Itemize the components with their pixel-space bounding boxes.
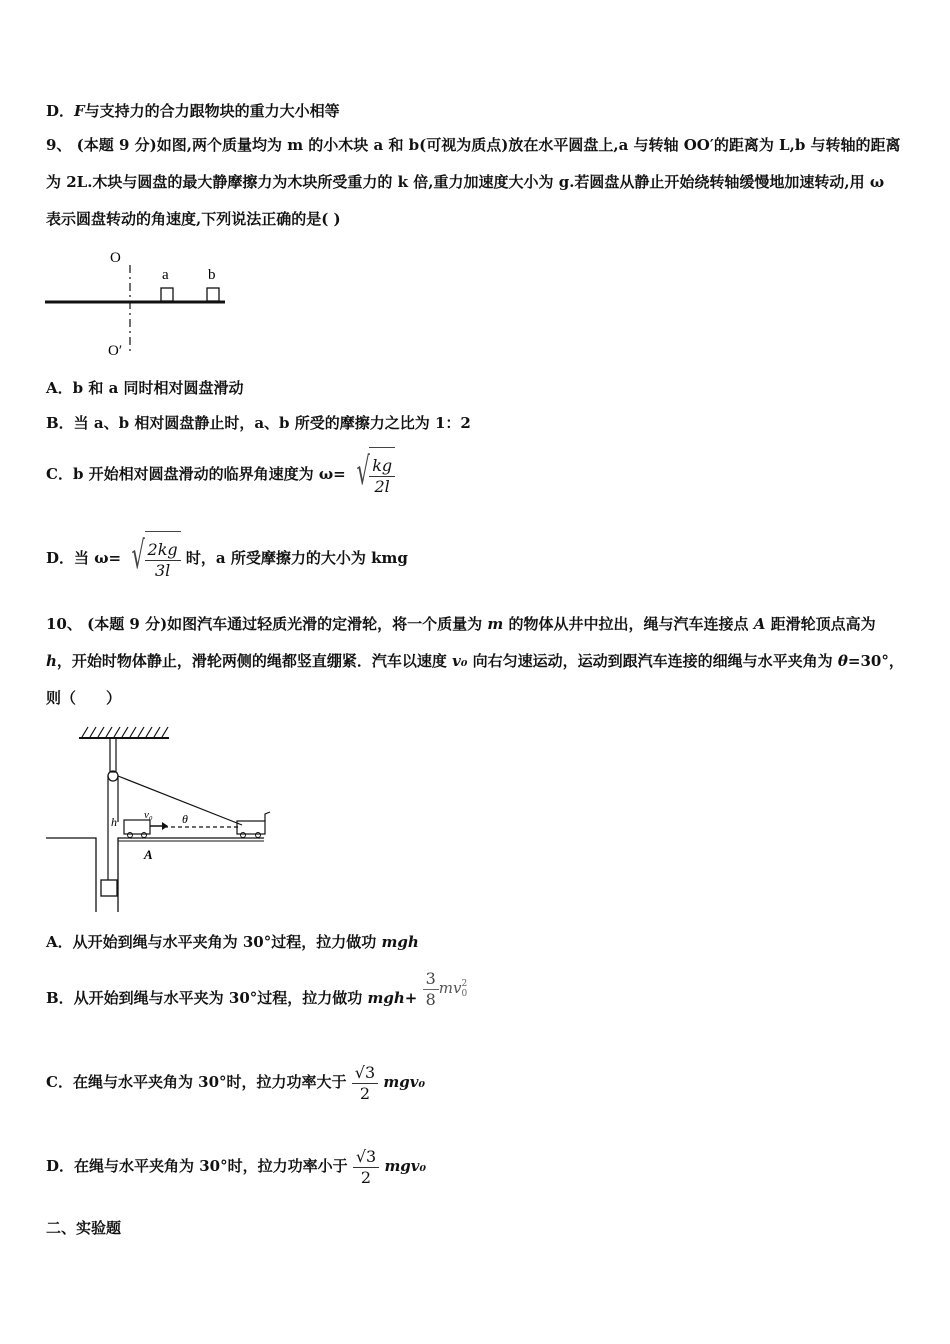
pulley-support [110, 738, 116, 772]
q10-option-a: A．从开始到绳与水平夹角为 30°过程，拉力做功 mgh [46, 933, 419, 951]
section-2-title: 二、实验题 [46, 1219, 122, 1237]
q10-option-b: B．从开始到绳与水平夹为 30°过程，拉力做功 mgh+ $\frac{3}{8}$ mv 2 0 [46, 968, 468, 1009]
q9-option-c: C．b 开始相对圆盘滑动的临界角速度为 ω= √ $\frac{kg}{2l}$ [46, 446, 395, 504]
q9-stem: 9、 (本题 9 分)如图,两个质量均为 m 的小木块 a 和 b(可视为质点)放在水平圆盘上,a 与转轴 OO′的距离为 L,b 与转轴的距离为 2L.木块与圆盘的最大静摩擦力为木块所受重力的 k 倍,重力加速度大小为 g.若圆盘从静止开始绕转轴缓慢地加速转动,用 ω 表示圆盘转动的角速度,下列说法正确的是( ) [46, 136, 901, 228]
q9-option-d: D．当 ω= √ $\frac{2kg}{3l}$ 时，a 所受摩擦力的大小为 kmg [46, 530, 408, 588]
mass-block [101, 880, 117, 896]
q9-option-a: A．b 和 a 同时相对圆盘滑动 [46, 379, 244, 397]
block-a [161, 288, 173, 301]
label-a: a [162, 267, 169, 283]
q10-option-c: C．在绳与水平夹角为 30°时，拉力功率大于 $\frac{√3}{2}$ mgv₀ [46, 1062, 426, 1103]
q10-stem: 10、 (本题 9 分)如图汽车通过轻质光滑的定滑轮，将一个质量为 m 的物体从井中拉出，绳与汽车连接点 A 距滑轮顶点高为 h，开始时物体静止，滑轮两侧的绳都竖直绷紧．汽车以速度 v₀ 向右匀速运动，运动到跟汽车连接的细绳与水平夹角为 θ=30°，则（ ） [46, 615, 904, 707]
ceiling-hatch [82, 727, 168, 737]
ground-right [118, 838, 264, 912]
label-o: O [110, 250, 121, 266]
q10-option-d: D．在绳与水平夹角为 30°时，拉力功率小于 $\frac{√3}{2}$ mgv₀ [46, 1146, 427, 1187]
label-h: h [111, 815, 117, 829]
sqrt-2kg-3l: √ $\frac{2kg}{3l}$ [126, 531, 180, 588]
sqrt-kg-2l: √ $\frac{kg}{2l}$ [351, 447, 395, 504]
rope-slant [118, 776, 242, 825]
q9-option-b: B．当 a、b 相对圆盘静止时，a、b 所受的摩擦力之比为 1：2 [46, 414, 471, 432]
label-b: b [208, 267, 216, 283]
label-theta: θ [182, 812, 188, 826]
label-v0: v₀ [144, 809, 153, 821]
label-o-prime: O′ [108, 343, 123, 359]
car-start [124, 820, 150, 834]
block-b [207, 288, 219, 301]
q9-figure [40, 245, 240, 365]
car-end [237, 821, 265, 834]
label-a-point: A [144, 847, 153, 862]
q8-option-d: D．F与支持力的合力跟物块的重力大小相等 [46, 102, 340, 120]
ground-left [46, 838, 96, 912]
q10-figure [44, 722, 274, 912]
